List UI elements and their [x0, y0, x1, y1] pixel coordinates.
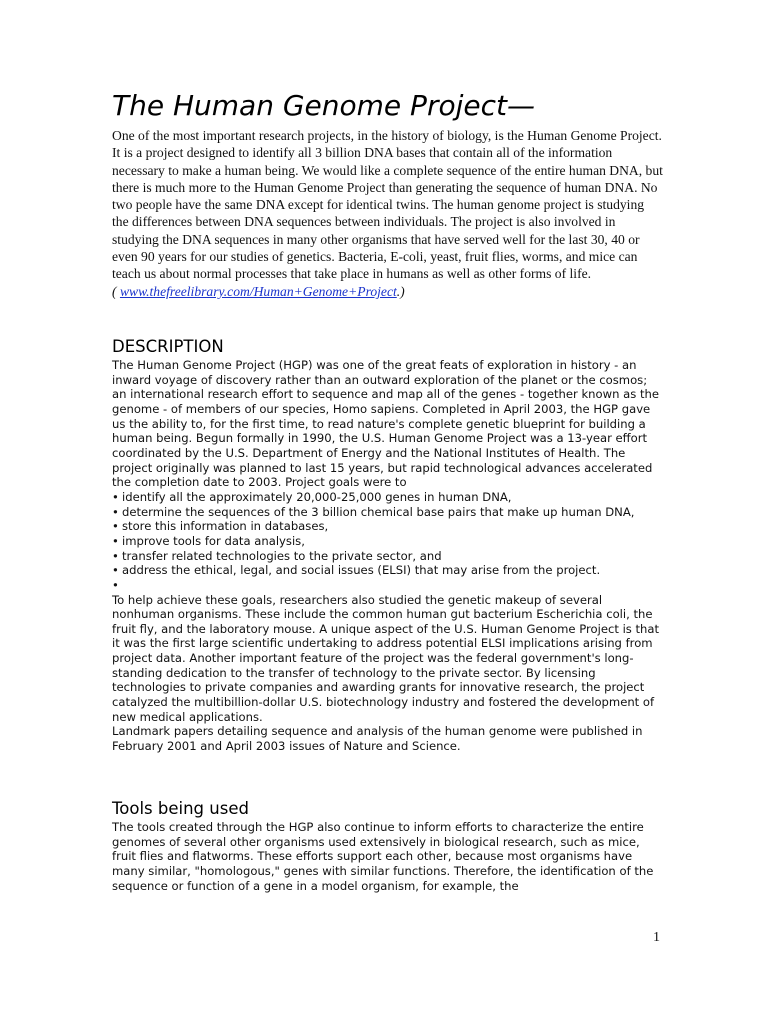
tools-section	[112, 820, 660, 893]
intro-section	[112, 127, 664, 300]
tools-paragraph-1: The tools created through the HGP also continue to inform efforts to characterize the entire genomes of several other organisms used extensively in biological research, such as mice, fruit flies and flatworms. These efforts support each other, because most organisms have many similar, "homologous," genes with similar functions. Therefore, the identification of the sequence or function of a gene in a model organism, for example, the	[112, 820, 654, 893]
bullet-icon: •	[112, 533, 119, 548]
bullet-icon: •	[112, 577, 119, 592]
goal-text: identify all the approximately 20,000-25,000 genes in human DNA,	[122, 489, 512, 504]
list-item	[112, 563, 660, 578]
description-paragraph-1: The Human Genome Project (HGP) was one of the great feats of exploration in history - an inward voyage of discovery rather than an outward exploration of the planet or the cosmos; an international research effort to sequence and map all of the genes - together known as the genome - of members of our species, Homo sapiens. Completed in April 2003, the HGP gave us the ability to, for the first time, to read nature's complete genetic blueprint for building a human being. Begun formally in 1990, the U.S. Human Genome Project was a 13-year effort coordinated by the U.S. Department of Energy and the National Institutes of Health. The project originally was planned to last 15 years, but rapid technological advances accelerated the completion date to 2003. Project goals were to	[112, 358, 660, 490]
bullet-icon: •	[112, 548, 119, 563]
list-item	[112, 578, 660, 593]
goal-text: improve tools for data analysis,	[122, 533, 305, 548]
list-item	[112, 505, 660, 520]
description-section	[112, 358, 660, 754]
citation-open: (	[112, 283, 120, 299]
goal-text: transfer related technologies to the private sector, and	[122, 548, 442, 563]
intro-paragraph: One of the most important research projects, in the history of biology, is the Human Genome Project. It is a project designed to identify all 3 billion DNA bases that contain all of the information necessary to make a human being. We would like a complete sequence of the entire human DNA, but there is much more to the Human Genome Project than generating the sequence of human DNA. No two people have the same DNA except for identical twins. The human genome project is studying the differences between DNA sequences between individuals. The project is also involved in studying the DNA sequences in many other organisms that have served well for the last 30, 40 or even 90 years for our studies of genetics. Bacteria, E-coli, yeast, fruit flies, worms, and mice can teach us about normal processes that take place in humans as well as other forms of life.	[112, 128, 663, 282]
description-paragraph-2: To help achieve these goals, researchers also studied the genetic makeup of several nonhuman organisms. These include the common human gut bacterium Escherichia coli, the fruit fly, and the laboratory mouse. A unique aspect of the U.S. Human Genome Project is that it was the first large scientific undertaking to address potential ELSI implications arising from project data. Another important feature of the project was the federal government's long-standing dedication to the transfer of technology to the private sector. By licensing technologies to private companies and awarding grants for innovative research, the project catalyzed the multibillion-dollar U.S. biotechnology industry and fostered the development of new medical applications.	[112, 592, 660, 724]
goal-text: determine the sequences of the 3 billion chemical base pairs that make up human DNA,	[122, 504, 635, 519]
description-heading: DESCRIPTION	[112, 337, 224, 356]
tools-heading: Tools being used	[112, 799, 249, 818]
citation-link[interactable]: www.thefreelibrary.com/Human+Genome+Project	[119, 283, 397, 299]
project-goals-list	[112, 490, 660, 593]
list-item	[112, 549, 660, 564]
page-number: 1	[653, 930, 660, 945]
bullet-icon: •	[112, 519, 119, 534]
bullet-icon: •	[112, 563, 119, 578]
list-item	[112, 534, 660, 549]
document-title: The Human Genome Project—	[112, 89, 535, 122]
citation-close: .)	[396, 283, 405, 299]
bullet-icon: •	[112, 504, 119, 519]
description-paragraph-3: Landmark papers detailing sequence and analysis of the human genome were published in February 2001 and April 2003 issues of Nature and Science.	[112, 724, 643, 754]
list-item	[112, 519, 660, 534]
list-item	[112, 490, 660, 505]
bullet-icon: •	[112, 489, 119, 504]
goal-text: store this information in databases,	[122, 519, 329, 534]
goal-text: address the ethical, legal, and social issues (ELSI) that may arise from the project.	[122, 563, 601, 578]
intro-citation	[112, 283, 664, 300]
